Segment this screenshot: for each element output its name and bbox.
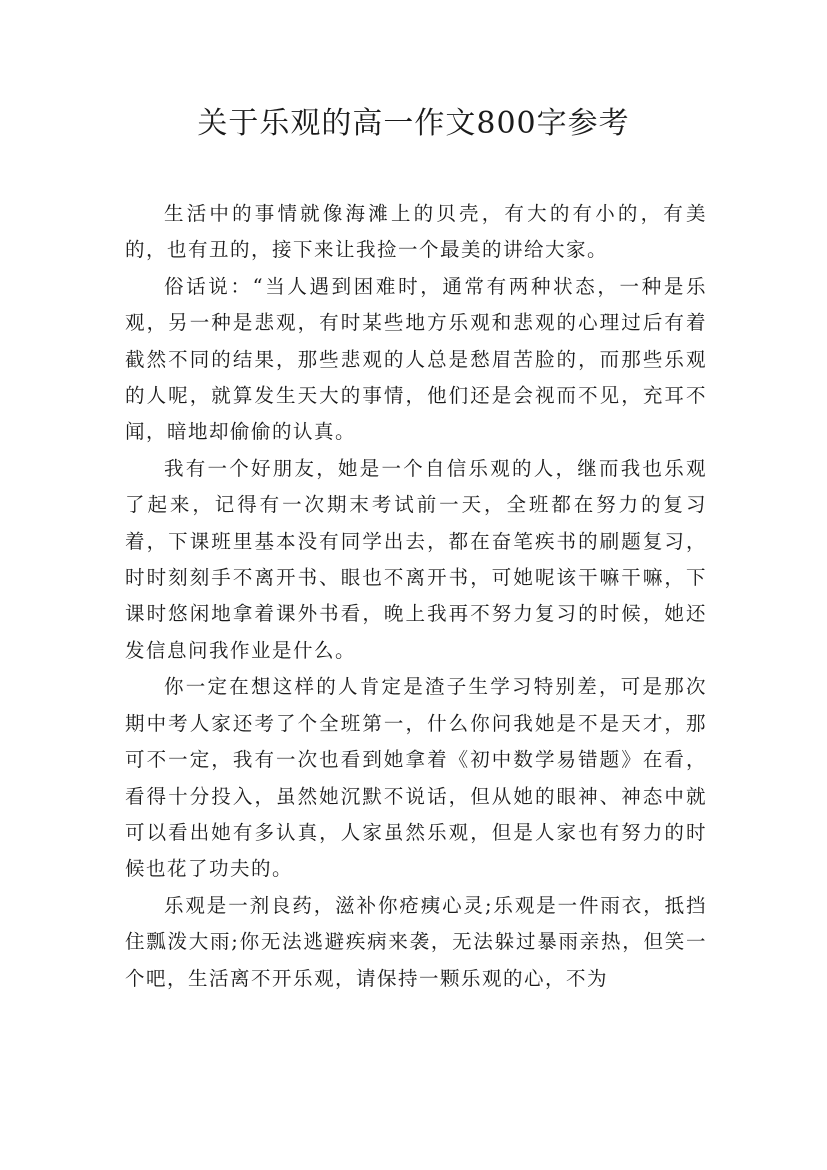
paragraph-2: 俗话说：“当人遇到困难时，通常有两种状态，一种是乐观，另一种是悲观，有时某些地方乐观和悲观的心理过后有着截然不同的结果，那些悲观的人总是愁眉苦脸的，而那些乐观的人呢，就算发生天大的事情，他们还是会视而不见，充耳不闻，暗地却偷偷的认真。 [125, 274, 707, 444]
paragraph-5: 乐观是一剂良药，滋补你疮痍心灵;乐观是一件雨衣，抵挡住瓢泼大雨;你无法逃避疾病来袭，无法躲过暴雨亲热，但笑一个吧，生活离不开乐观，请保持一颗乐观的心，不为 [125, 893, 707, 990]
document-title: 关于乐观的高一作文800字参考 [197, 106, 630, 141]
paragraph-4: 你一定在想这样的人肯定是渣子生学习特别差，可是那次期中考人家还考了个全班第一，什么你问我她是不是天才，那可不一定，我有一次也看到她拿着《初中数学易错题》在看，看得十分投入，虽然她沉默不说话，但从她的眼神、神态中就可以看出她有多认真，人家虽然乐观，但是人家也有努力的时候也花了功夫的。 [125, 675, 707, 881]
document-body [125, 196, 707, 997]
paragraph-3: 我有一个好朋友，她是一个自信乐观的人，继而我也乐观了起来，记得有一次期末考试前一天，全班都在努力的复习着，下课班里基本没有同学出去，都在奋笔疾书的刷题复习，时时刻刻手不离开书、眼也不离开书，可她呢该干嘛干嘛，下课时悠闲地拿着课外书看，晚上我再不努力复习的时候，她还发信息问我作业是什么。 [125, 456, 707, 662]
paragraph-1: 生活中的事情就像海滩上的贝壳，有大的有小的，有美的，也有丑的，接下来让我捡一个最美的讲给大家。 [125, 202, 707, 262]
